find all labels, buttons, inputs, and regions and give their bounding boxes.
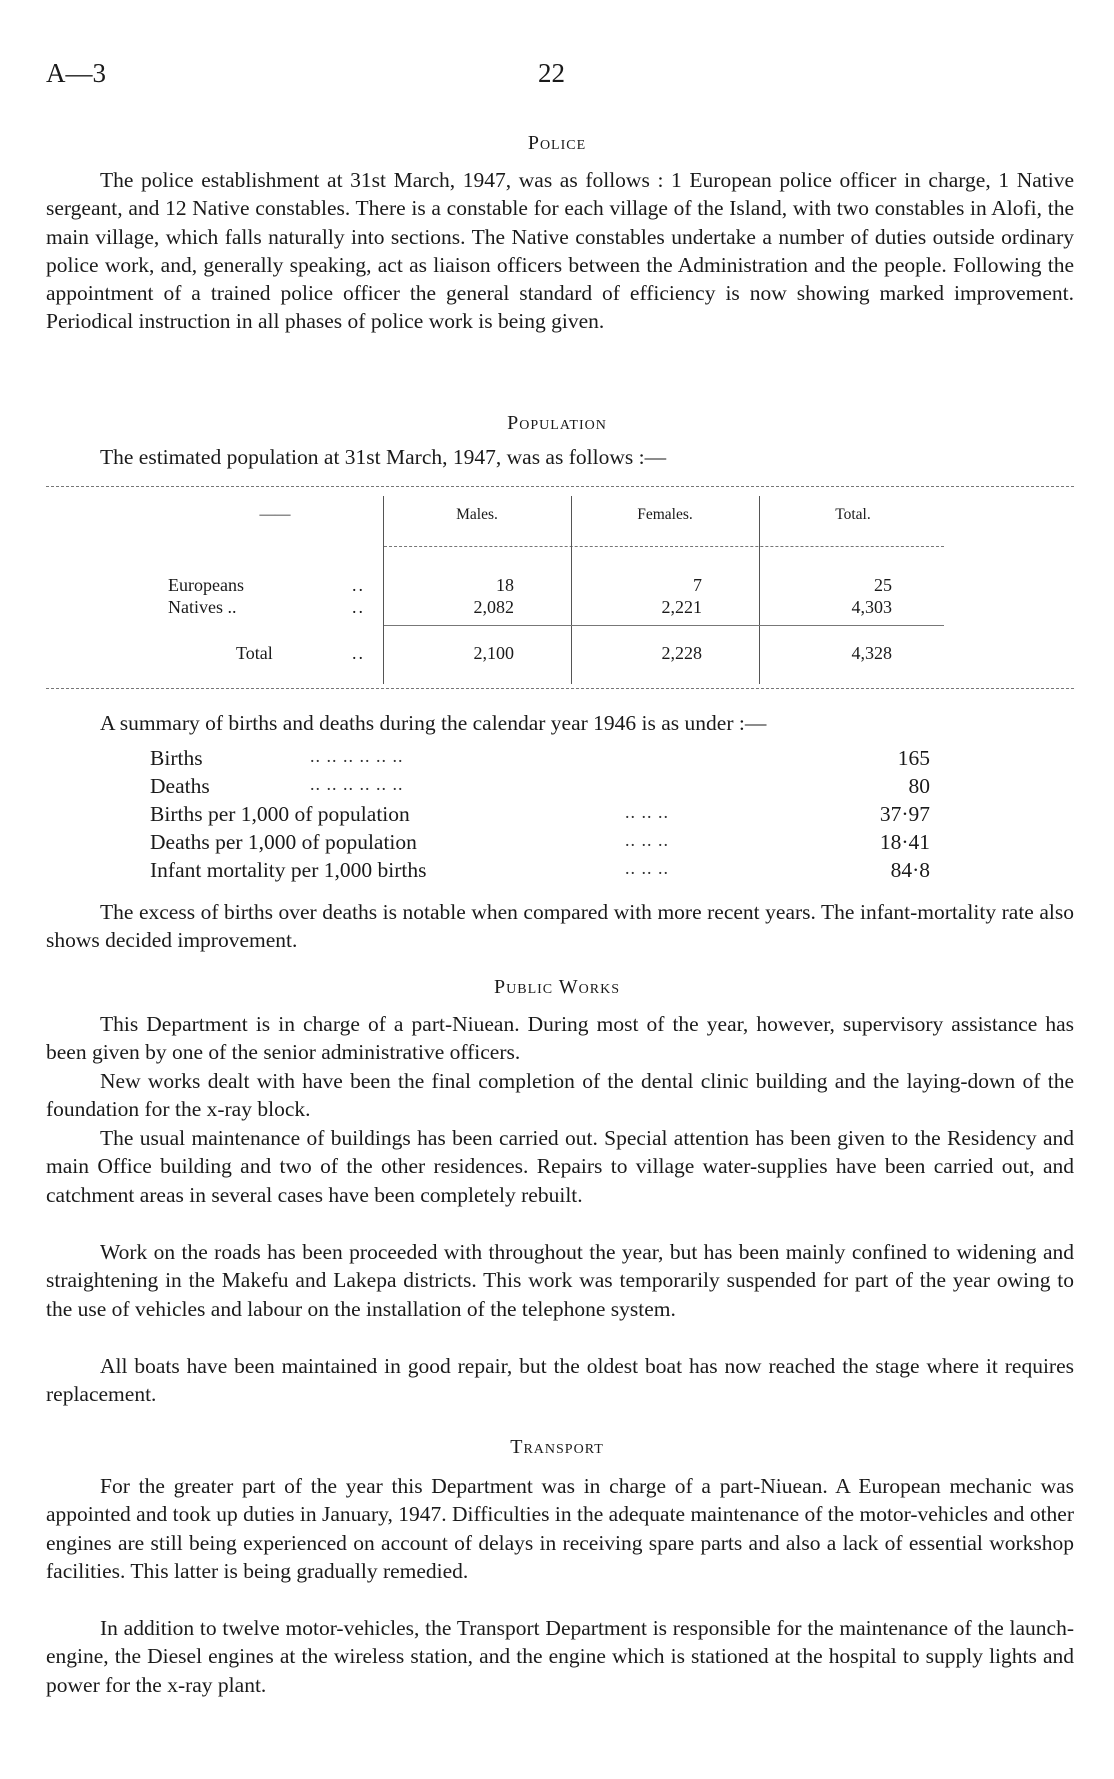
table-bottom-rule [46,688,1074,689]
summary-value: 165 [897,746,930,770]
summary-leader-dots: .. .. .. .. .. .. [310,774,404,794]
row-label-total: Total [236,643,273,663]
page-number: 22 [538,58,565,88]
list-item [150,830,930,858]
document-code: A—3 [46,58,106,88]
summary-intro: A summary of births and deaths during the calendar year 1946 is as under :— [100,711,767,735]
summary-leader-dots: .. .. .. .. .. .. [310,746,404,766]
cell-natives-males: 2,082 [473,597,514,617]
column-header-total: Total. [835,506,871,523]
police-paragraph: The police establishment at 31st March, 1947, was as follows : 1 European police officer in charge, 1 Native sergeant, and 12 Native constables. There is a constable for each village of the Island, with two constables in Alofi, the main village, which falls naturally into sections. The Native constables undertake a number of duties outside ordinary police work, and, generally speaking, act as liaison officers between the Administration and the people. Following the appointment of a trained police officer the general standard of efficiency is now showing marked improvement. Periodical instruction in all phases of police work is being given. [46,168,1074,334]
column-header-females: Females. [637,506,693,523]
cell-europeans-females: 7 [693,575,702,595]
summary-value: 84·8 [890,858,930,882]
summary-label: Deaths [150,774,210,798]
row-label-europeans: Europeans [168,575,244,595]
transport-paragraph: In addition to twelve motor-vehicles, the Transport Department is responsible for the maintenance of the launch-engine, the Diesel engines at the wireless station, and the engine which is stationed at the hospital to supply lights and power for the x-ray plant. [46,1616,1074,1697]
list-item [150,858,930,886]
header-rule [384,546,944,547]
summary-label: Births per 1,000 of population [150,802,410,826]
cell-total-females: 2,228 [661,643,702,663]
summary-leader-dots: .. .. .. [625,802,669,822]
summary-value: 18·41 [879,830,930,854]
cell-europeans-males: 18 [496,575,514,595]
summary-leader-dots: .. .. .. [625,830,669,850]
cell-europeans-total: 25 [874,575,892,595]
summary-label: Births [150,746,203,770]
public-works-paragraph: All boats have been maintained in good repair, but the oldest boat has now reached the stage where it requires replacement. [46,1354,1074,1407]
row-label-natives: Natives .. [168,597,237,617]
summary-value: 37·97 [879,802,930,826]
list-item [150,774,930,802]
summary-label: Deaths per 1,000 of population [150,830,417,854]
total-rule [384,625,944,626]
list-item [150,746,930,774]
cell-natives-total: 4,303 [851,597,892,617]
population-intro: The estimated population at 31st March, 1947, was as follows :— [100,445,667,469]
summary-value: 80 [908,774,930,798]
transport-paragraph: For the greater part of the year this Department was in charge of a part-Niuean. A European mechanic was appointed and took up duties in January, 1947. Difficulties in the adequate maintenance of the motor-vehicles and other engines are still being experienced on account of delays in receiving spare parts and also a lack of essential workshop facilities. This latter is being gradually remedied. [46,1474,1074,1583]
cell-total-total: 4,328 [851,643,892,663]
summary-leader-dots: .. .. .. [625,858,669,878]
transport-heading-text: Transport [510,1436,604,1458]
cell-total-males: 2,100 [473,643,514,663]
public-works-heading [0,976,1114,999]
summary-label: Infant mortality per 1,000 births [150,858,427,882]
column-header-males: Males. [456,506,498,523]
transport-heading [0,1436,1114,1459]
population-closing: The excess of births over deaths is notable when compared with more recent years. The infant-mortality rate also shows decided improvement. [46,900,1074,953]
table-corner: —— [259,506,291,523]
row-leader-dots: .. [352,643,365,663]
table-top-rule [46,486,1074,487]
public-works-paragraph: Work on the roads has been proceeded with throughout the year, but has been mainly confined to widening and straightening in the Makefu and Lakepa districts. This work was temporarily suspended for part of the year owing to the use of vehicles and labour on the installation of the telephone system. [46,1240,1074,1321]
police-heading-text: Police [527,132,587,154]
cell-natives-females: 2,221 [661,597,702,617]
public-works-paragraph: New works dealt with have been the final completion of the dental clinic building and the laying-down of the foundation for the x-ray block. [46,1069,1074,1122]
row-leader-dots: .. [352,597,365,617]
public-works-paragraph: This Department is in charge of a part-Niuean. During most of the year, however, supervisory assistance has been given by one of the senior administrative officers. [46,1012,1074,1065]
public-works-heading-text: Public Works [494,976,620,998]
population-heading [0,412,1114,435]
population-heading-text: Population [507,412,607,434]
police-heading [0,132,1114,155]
list-item [150,802,930,830]
row-leader-dots: .. [352,575,365,595]
public-works-paragraph: The usual maintenance of buildings has been carried out. Special attention has been given to the Residency and main Office building and two of the other residences. Repairs to village water-supplies have been carried out, and catchment areas in several cases have been completely rebuilt. [46,1126,1074,1207]
